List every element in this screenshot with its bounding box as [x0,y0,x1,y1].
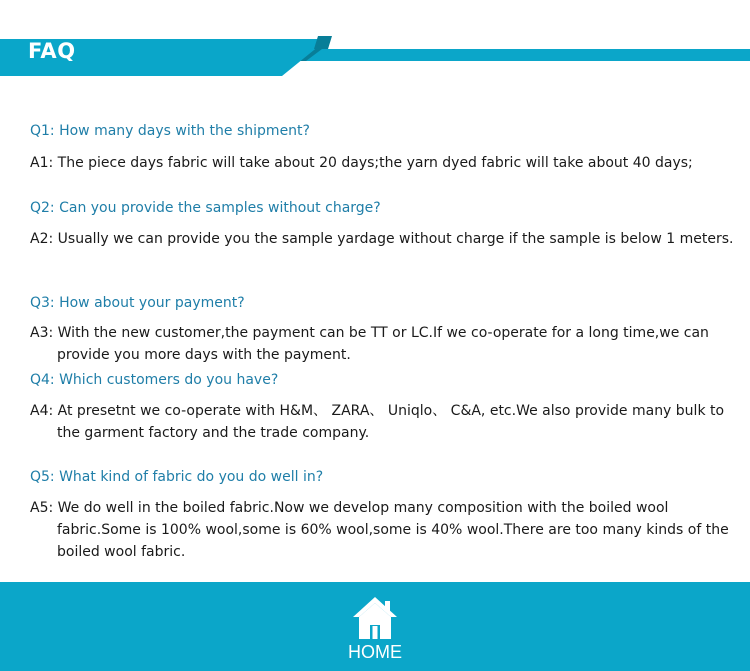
question-2: Q2: Can you provide the samples without charge? [30,200,381,216]
home-icon[interactable] [351,595,399,641]
answer-4: A4: At presetnt we co-operate with H&M、 ZARA、 Uniqlo、 C&A, etc.We also provide many bulk to the garment factory and the trade company. [30,403,725,441]
home-footer[interactable] [0,582,750,671]
question-4: Q4: Which customers do you have? [30,372,279,388]
question-5: Q5: What kind of fabric do you do well in? [30,469,324,485]
question-3: Q3: How about your payment? [30,295,245,311]
page-title: FAQ [28,39,76,63]
header-banner-shape [0,0,750,80]
answer-5: A5: We do well in the boiled fabric.Now we develop many composition with the boiled wool fabric.Some is 100% wool,some is 60% wool,some is 40% wool.There are too many kinds of the boiled wool fabric. [30,500,729,560]
answer-2: A2: Usually we can provide you the sample yardage without charge if the sample is below 1 meters. [30,231,734,247]
question-1: Q1: How many days with the shipment? [30,123,310,139]
answer-1: A1: The piece days fabric will take about 20 days;the yarn dyed fabric will take about 40 days; [30,155,693,171]
answer-3: A3: With the new customer,the payment can be TT or LC.If we co-operate for a long time,we can provide you more days with the payment. [30,325,709,363]
home-link[interactable]: HOME [348,642,402,662]
faq-header-banner [0,0,750,80]
